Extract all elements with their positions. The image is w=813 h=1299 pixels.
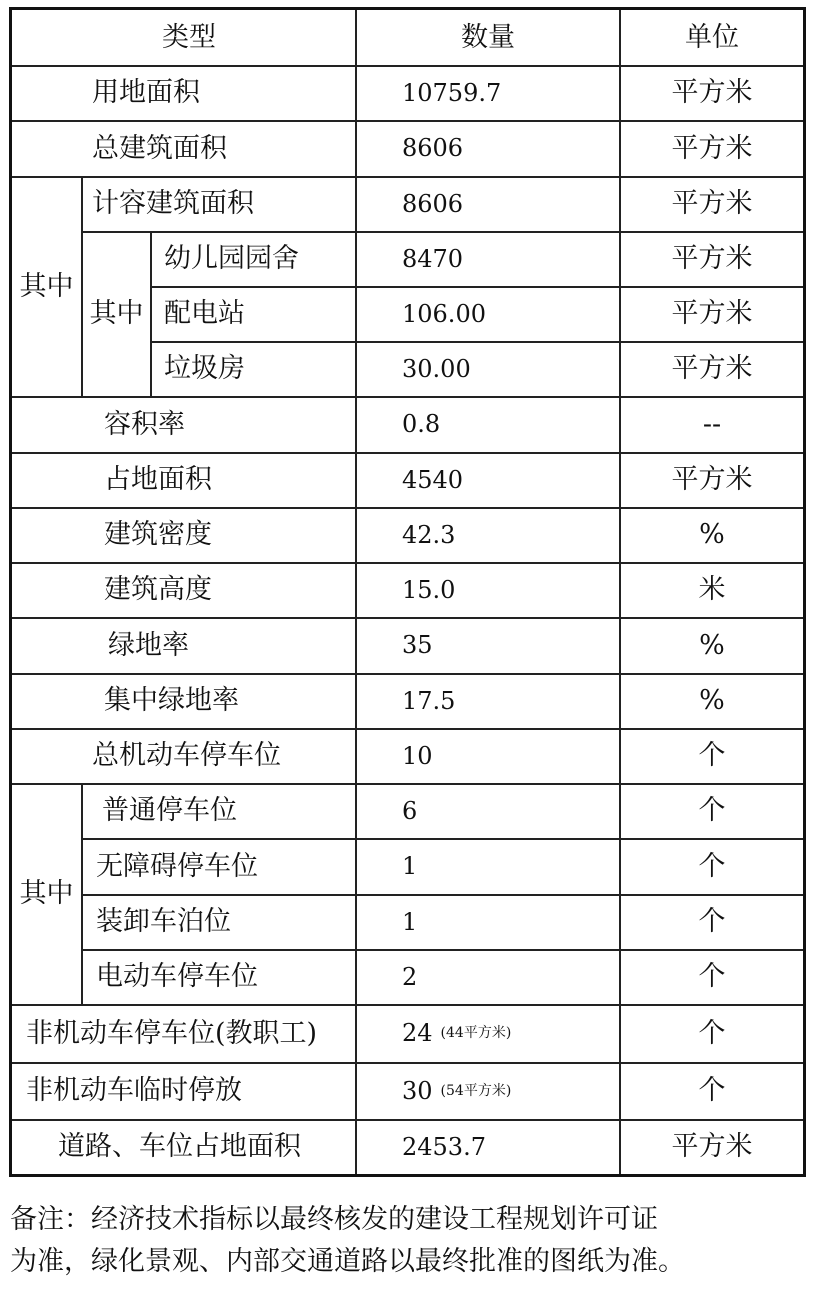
row-unit: 平方米 xyxy=(671,298,753,329)
row-value: 10759.7 xyxy=(402,78,502,107)
column-divider xyxy=(150,231,152,396)
row-value: 106.00 xyxy=(402,299,486,328)
row-value-group xyxy=(402,1004,511,1062)
row-unit: % xyxy=(699,629,725,661)
row-value-note: (54平方米) xyxy=(440,1082,512,1099)
row-value: 10 xyxy=(402,741,433,770)
row-name: 装卸车泊位 xyxy=(96,906,231,937)
row-value: 35 xyxy=(402,631,433,659)
row-value-note: (44平方米) xyxy=(440,1025,512,1041)
row-unit: % xyxy=(699,685,725,716)
row-unit: 个 xyxy=(698,850,726,882)
row-value-group xyxy=(402,1062,511,1119)
row-name: 普通停车位 xyxy=(102,795,237,826)
row-unit: 平方米 xyxy=(671,464,753,495)
row-name: 总机动车停车位 xyxy=(92,740,281,771)
row-name: 道路、车位占地面积 xyxy=(58,1131,301,1162)
row-name: 绿地率 xyxy=(108,629,189,661)
row-value: 0.8 xyxy=(402,410,441,438)
row-name: 非机动车停车位(教职工) xyxy=(26,1017,318,1049)
row-name: 无障碍停车位 xyxy=(96,850,258,882)
row-value: 42.3 xyxy=(402,520,456,549)
row-name: 非机动车临时停放 xyxy=(26,1075,242,1106)
row-name: 建筑高度 xyxy=(104,574,212,605)
row-value: 2453.7 xyxy=(402,1132,486,1161)
row-unit: 个 xyxy=(698,906,726,937)
row-unit: -- xyxy=(702,408,722,440)
row-value: 8606 xyxy=(402,134,464,162)
column-divider xyxy=(81,783,83,1004)
header-type: 类型 xyxy=(162,22,216,53)
row-unit: 平方米 xyxy=(671,77,753,108)
row-name: 用地面积 xyxy=(92,77,200,108)
row-value: 6 xyxy=(402,796,418,825)
subgroup-label-building: 其中 xyxy=(89,298,144,329)
row-name: 电动车停车位 xyxy=(96,961,258,992)
row-unit: 平方米 xyxy=(671,188,753,219)
row-unit: 个 xyxy=(698,961,726,992)
row-name: 幼儿园园舍 xyxy=(164,243,299,274)
row-value: 24 xyxy=(402,1019,433,1047)
row-unit: 个 xyxy=(698,1017,726,1049)
row-unit: 米 xyxy=(698,574,726,605)
row-value: 4540 xyxy=(402,465,464,494)
row-name: 容积率 xyxy=(104,408,185,440)
indicator-table xyxy=(9,7,806,1177)
row-name: 占地面积 xyxy=(104,464,212,495)
row-unit: 平方米 xyxy=(671,1131,753,1162)
row-value: 30 xyxy=(402,1076,433,1105)
row-name: 配电站 xyxy=(164,298,245,329)
row-name: 集中绿地率 xyxy=(104,685,239,716)
row-value: 8470 xyxy=(402,244,464,273)
row-value: 1 xyxy=(402,907,418,936)
row-unit: % xyxy=(699,519,725,550)
footnote xyxy=(10,1199,810,1283)
row-unit: 个 xyxy=(698,795,726,826)
group-label-parking: 其中 xyxy=(19,878,74,909)
row-name: 计容建筑面积 xyxy=(92,188,254,219)
row-value: 15.0 xyxy=(402,575,456,604)
row-unit: 个 xyxy=(698,1075,726,1106)
row-name: 垃圾房 xyxy=(164,353,245,384)
row-value: 17.5 xyxy=(402,686,456,715)
row-value: 8606 xyxy=(402,189,464,218)
row-name: 建筑密度 xyxy=(104,519,212,550)
row-name: 总建筑面积 xyxy=(92,132,227,164)
row-unit: 平方米 xyxy=(671,243,753,274)
header-quantity: 数量 xyxy=(461,22,515,53)
footnote-line: 为准，绿化景观、内部交通道路以最终批准的图纸为准。 xyxy=(10,1246,685,1277)
column-divider xyxy=(355,10,357,1174)
row-value: 2 xyxy=(402,962,418,991)
footnote-line: 备注：经济技术指标以最终核发的建设工程规划许可证 xyxy=(10,1204,658,1235)
row-value: 30.00 xyxy=(402,354,471,383)
row-unit: 个 xyxy=(698,740,726,771)
row-unit: 平方米 xyxy=(671,132,753,164)
row-value: 1 xyxy=(402,852,418,880)
row-unit: 平方米 xyxy=(671,353,753,384)
header-unit: 单位 xyxy=(685,22,739,53)
group-label-area: 其中 xyxy=(19,270,74,302)
